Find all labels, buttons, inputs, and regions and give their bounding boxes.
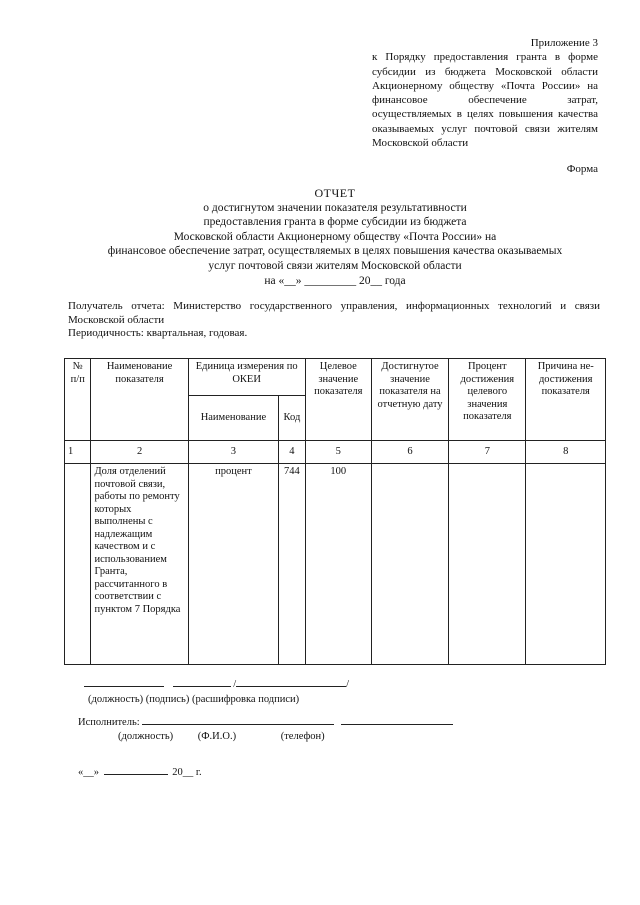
col-number: 2 xyxy=(91,441,188,464)
row-unit-code: 744 xyxy=(279,464,305,665)
row-indicator-name: Доля отделений почтовой связи, работы по ремонту которых выполнены с надлежащим качеством и с использованием Гранта, рассчитанного в соответствии с пунктом 7 Порядка xyxy=(91,464,188,665)
caption-phone: (телефон) xyxy=(280,731,325,742)
header-n: № п/п xyxy=(65,359,91,441)
row-unit-name: процент xyxy=(188,464,279,665)
decode-line xyxy=(236,676,346,687)
date-day: «__» xyxy=(78,767,99,778)
executor-label: Исполнитель: xyxy=(78,717,140,728)
row-achieved xyxy=(371,464,448,665)
report-title: ОТЧЕТ xyxy=(314,186,356,200)
signature-slash-end: / xyxy=(346,679,350,690)
header-percent: Процент достижения целевого значения показателя xyxy=(449,359,526,441)
col-number: 4 xyxy=(279,441,305,464)
executor-block xyxy=(78,714,453,743)
col-number: 5 xyxy=(305,441,371,464)
header-reason: Причина не-достижения показателя xyxy=(526,359,606,441)
caption-fio: (Ф.И.О.) xyxy=(197,731,237,742)
periodicity-text: Периодичность: квартальная, годовая. xyxy=(68,327,248,339)
header-unit-code: Код xyxy=(279,396,305,441)
executor-captions xyxy=(78,730,453,743)
header-target: Целевое значение показателя xyxy=(305,359,371,441)
header-row-1 xyxy=(65,359,606,396)
col-number: 6 xyxy=(371,441,448,464)
position-line xyxy=(84,676,164,687)
recipient-text: Получатель отчета: Министерство государственного управления, информационных технологий и связи Московской области xyxy=(68,300,600,326)
executor-name-line xyxy=(142,714,334,725)
row-percent xyxy=(449,464,526,665)
caption-position: (должность) xyxy=(118,731,174,742)
report-heading xyxy=(40,186,630,288)
header-achieved: Достигнутое значение показателя на отчетную дату xyxy=(371,359,448,441)
annex-title: Приложение 3 xyxy=(530,37,598,49)
report-meta xyxy=(68,300,600,341)
row-n xyxy=(65,464,91,665)
annex-block xyxy=(372,36,598,150)
col-number: 3 xyxy=(188,441,279,464)
form-label: Форма xyxy=(566,163,598,175)
table-row xyxy=(65,464,606,665)
executor-phone-line xyxy=(341,714,453,725)
report-line-3: Московской области Акционерному обществу «Почта России» на xyxy=(173,230,497,243)
report-table xyxy=(64,358,606,665)
col-number: 7 xyxy=(449,441,526,464)
header-unit: Единица измерения по ОКЕИ xyxy=(188,359,305,396)
signature-captions: (должность) (подпись) (расшифровка подписи) xyxy=(88,694,300,705)
header-unit-name: Наименование xyxy=(188,396,279,441)
annex-body: к Порядку предоставления гранта в форме субсидии из бюджета Московской области Акционерному обществу «Почта России» на финансовое обеспечение затрат, осуществляемых в целях повышения качества оказываемых услуг почтовой связи жителям Московской области xyxy=(372,51,598,150)
report-line-4: финансовое обеспечение затрат, осуществляемых в целях повышения качества оказываемых xyxy=(107,245,563,258)
row-reason xyxy=(526,464,606,665)
report-line-5: услуг почтовой связи жителям Московской области xyxy=(208,259,462,272)
signature-block xyxy=(84,676,349,706)
date-month-line xyxy=(104,764,168,775)
sign-line xyxy=(173,676,231,687)
col-number: 8 xyxy=(526,441,606,464)
date-year: 20__ г. xyxy=(172,767,202,778)
row-target: 100 xyxy=(305,464,371,665)
footer-date xyxy=(78,764,202,779)
signature-slash: / xyxy=(233,679,237,690)
col-number: 1 xyxy=(65,441,91,464)
report-date-line: на «__» _________ 20__ года xyxy=(264,274,406,287)
report-line-2: предоставления гранта в форме субсидии из бюджета xyxy=(203,216,467,229)
column-numbers-row xyxy=(65,441,606,464)
header-name: Наименование показателя xyxy=(91,359,188,441)
report-line-1: о достигнутом значении показателя результативности xyxy=(203,201,467,214)
